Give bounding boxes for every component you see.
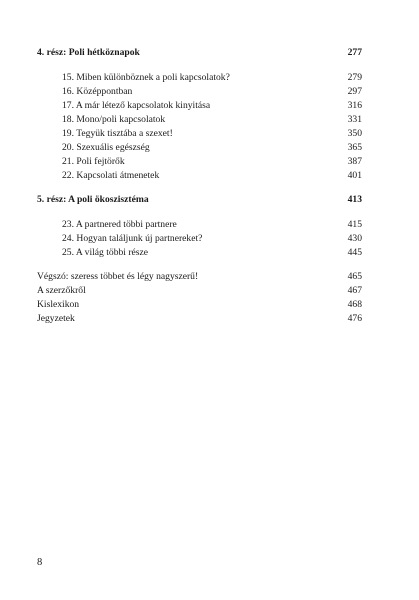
toc-page-number: 445 (347, 247, 362, 258)
toc-page-number: 476 (347, 313, 362, 324)
page-number: 8 (37, 557, 43, 568)
toc-chapter-title: 16. Középpontban (62, 86, 133, 97)
toc-page-number: 415 (347, 219, 362, 230)
toc-part-heading (0, 46, 419, 60)
toc-chapter (0, 85, 419, 99)
toc-part-title: 4. rész: Poli hétköznapok (37, 47, 140, 58)
toc-chapter-title: 22. Kapcsolati átmenetek (62, 170, 160, 181)
toc-page-number: 316 (347, 100, 362, 111)
toc-chapter-title: 17. A már létező kapcsolatok kinyitása (62, 100, 211, 111)
toc-chapter-title: 20. Szexuális egészség (62, 142, 150, 153)
toc-chapter (0, 232, 419, 246)
toc-page-number: 401 (347, 170, 362, 181)
toc-entry-title: A szerzőkről (37, 285, 86, 296)
toc-back-matter-item (0, 284, 419, 298)
toc-chapter (0, 127, 419, 141)
toc-part-title: 5. rész: A poli ökoszisztéma (37, 194, 149, 205)
toc-chapter-title: 24. Hogyan találjunk új partnereket? (62, 233, 203, 244)
toc-back-matter-item (0, 298, 419, 312)
toc-page-number: 413 (347, 194, 362, 205)
toc-entry-title: Jegyzetek (37, 313, 75, 324)
toc-chapter-title: 19. Tegyük tisztába a szexet! (62, 128, 173, 139)
toc-chapter (0, 113, 419, 127)
toc-page-number: 465 (347, 271, 362, 282)
toc-page-number: 331 (347, 114, 362, 125)
toc-chapter-title: 25. A világ többi része (62, 247, 149, 258)
toc-back-matter-item (0, 312, 419, 326)
toc-chapter (0, 169, 419, 183)
toc-page-number: 277 (347, 47, 362, 58)
toc-back-matter-item (0, 270, 419, 284)
toc-page-number: 365 (347, 142, 362, 153)
toc-part-heading (0, 193, 419, 207)
toc-page-number: 297 (347, 86, 362, 97)
toc-chapter (0, 218, 419, 232)
toc-chapter-title: 23. A partnered többi partnere (62, 219, 177, 230)
toc-page-number: 467 (347, 285, 362, 296)
toc-chapter-title: 18. Mono/poli kapcsolatok (62, 114, 166, 125)
toc-chapter (0, 71, 419, 85)
toc-page-number: 430 (347, 233, 362, 244)
toc-chapter (0, 141, 419, 155)
toc-entry-title: Végszó: szeress többet és légy nagyszerű! (37, 271, 199, 282)
toc-entry-title: Kislexikon (37, 299, 80, 310)
toc-page-number: 279 (347, 72, 362, 83)
toc-chapter (0, 99, 419, 113)
toc-page-number: 468 (347, 299, 362, 310)
toc-chapter (0, 246, 419, 260)
toc-page-number: 350 (347, 128, 362, 139)
toc-page-number: 387 (347, 156, 362, 167)
toc-chapter-title: 15. Miben különböznek a poli kapcsolatok? (62, 72, 230, 83)
toc-chapter-title: 21. Poli fejtörők (62, 156, 125, 167)
toc-chapter (0, 155, 419, 169)
